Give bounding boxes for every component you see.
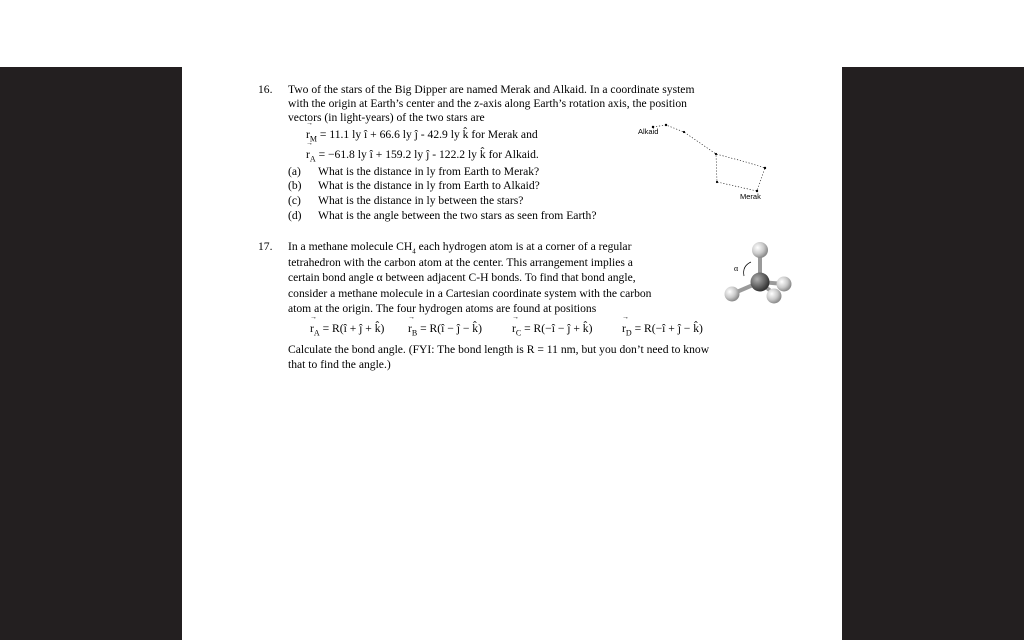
position-c-expr: = R(−î − ĵ + k̂) (524, 322, 593, 335)
position-b-expr: = R(î − ĵ − k̂) (420, 322, 482, 335)
sub-b-label: (b) (288, 179, 302, 192)
sub-c-label: (c) (288, 194, 301, 207)
position-b-sub: B (411, 328, 418, 338)
sub-d-label: (d) (288, 209, 302, 222)
hydrogen-position-b: → $r_B$ = R(î − ĵ − k̂) (408, 322, 482, 337)
merak-equation: = 11.1 ly î + 66.6 ly ĵ - 42.9 ly k̂ for Merak and (319, 128, 538, 141)
problem-16-line1: Two of the stars of the Big Dipper are named Merak and Alkaid. In a coordinate system (288, 83, 695, 96)
alpha-label: α (734, 264, 739, 273)
problem-17-line1-sub: 4 (412, 247, 416, 256)
hydrogen-position-d: → $r_D$ = R(−î + ĵ − k̂) (622, 322, 703, 337)
problem-17-line5: atom at the origin. The four hydrogen atoms are found at positions (288, 302, 597, 315)
problem-17-line4: consider a methane molecule in a Cartesian coordinate system with the carbon (288, 287, 652, 300)
star-dubhe (764, 167, 766, 169)
problem-16-number: 16. (258, 83, 273, 96)
hydrogen-position-a: → $r_A$ = R(î + ĵ + k̂) (310, 322, 384, 337)
position-d-expr: = R(−î + ĵ − k̂) (634, 322, 703, 335)
problem-17-calc-line1: Calculate the bond angle. (FYI: The bond length is R = 11 nm, but you don’t need to know (288, 343, 710, 356)
bond-angle-arc (744, 262, 751, 276)
sub-c-text: What is the distance in ly between the stars? (318, 194, 524, 207)
problem-16-line2: with the origin at Earth’s center and the z-axis along Earth’s rotation axis, the position (288, 97, 687, 110)
position-a-expr: = R(î + ĵ + k̂) (322, 322, 385, 335)
position-c-sub: C (515, 328, 522, 338)
hydrogen-atom-right (777, 277, 792, 292)
problem-17-line3: certain bond angle α between adjacent C-H bonds. To find that bond angle, (288, 271, 636, 284)
position-d-sub: D (625, 328, 632, 338)
problem-17-calc-line2: that to find the angle.) (288, 358, 391, 371)
merak-position-vector: → $r_M = 11.1$ ly î + 66.6 ly ĵ - 42.9 ly k̂ for Merak and (306, 128, 538, 143)
sub-d-text: What is the angle between the two stars as seen from Earth? (318, 209, 597, 222)
problem-17-line1-a: In a methane molecule CH (288, 240, 413, 253)
merak-label: Merak (740, 192, 761, 201)
alkaid-equation: = −61.8 ly î + 159.2 ly ĵ - 122.2 ly k̂ for Alkaid. (318, 148, 539, 161)
problem-16-line3: vectors (in light-years) of the two stars are (288, 111, 485, 124)
carbon-atom (751, 273, 770, 292)
hydrogen-atom-left (725, 287, 740, 302)
hydrogen-atom-top (752, 242, 768, 258)
problem-17-number: 17. (258, 240, 273, 253)
hydrogen-position-c: → $r_C$ = R(−î − ĵ + k̂) (512, 322, 592, 337)
star-alioth (683, 131, 685, 133)
star-megrez (715, 153, 717, 155)
position-a-sub: A (313, 328, 320, 338)
alkaid-label: Alkaid (638, 127, 659, 136)
alkaid-position-vector: → $r_A = -61.8$ ly î + 159.2 ly ĵ - 122.2 ly k̂ for Alkaid. (306, 148, 539, 163)
sub-b-text: What is the distance in ly from Earth to Alkaid? (318, 179, 540, 192)
sub-a-text: What is the distance in ly from Earth to Merak? (318, 165, 540, 178)
left-dark-margin (0, 67, 182, 640)
problem-17-line1-b: each hydrogen atom is at a corner of a regular (415, 240, 632, 253)
hydrogen-atom-front (767, 289, 782, 304)
problem-17-line2: tetrahedron with the carbon atom at the center. This arrangement implies a (288, 256, 633, 269)
star-phecda (716, 181, 718, 183)
methane-molecule-figure (718, 236, 798, 316)
right-dark-margin (842, 67, 1024, 640)
sub-a-label: (a) (288, 165, 301, 178)
star-mizar (665, 124, 667, 126)
